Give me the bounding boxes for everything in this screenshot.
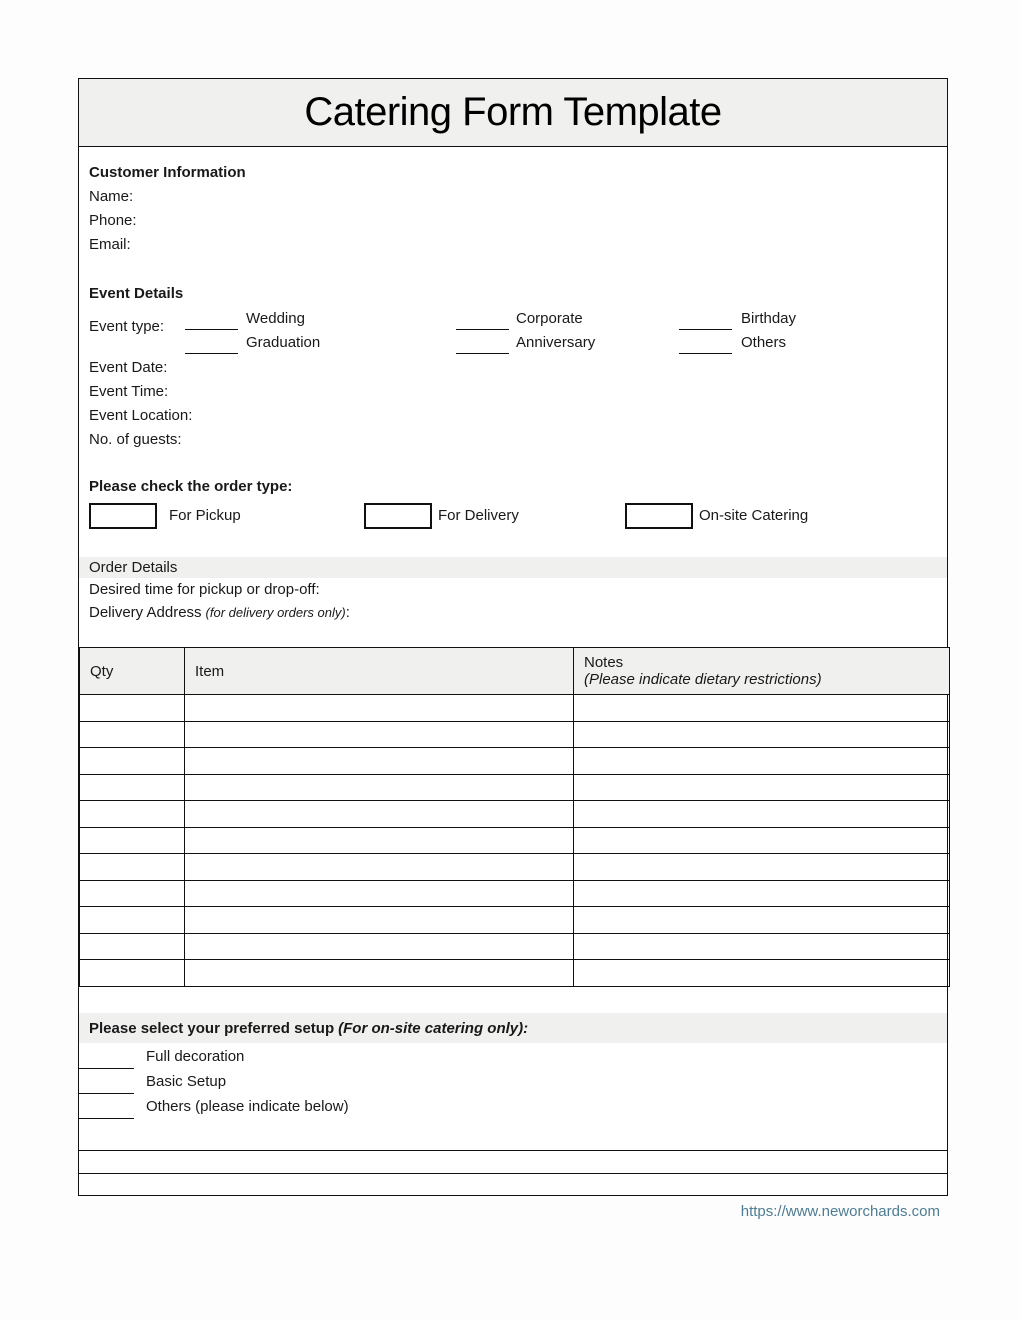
order-details-heading: Order Details bbox=[89, 559, 178, 576]
delivery-checkbox[interactable] bbox=[364, 503, 432, 529]
delivery-address-note: (for delivery orders only) bbox=[205, 605, 346, 620]
order-table-row bbox=[80, 801, 950, 828]
form-title: Catering Form Template bbox=[304, 90, 722, 134]
pickup-label: For Pickup bbox=[169, 507, 241, 524]
catering-form bbox=[78, 78, 948, 1196]
pickup-checkbox[interactable] bbox=[89, 503, 157, 529]
order-table-cell-item[interactable] bbox=[185, 801, 574, 828]
setup-blank-basic-setup[interactable] bbox=[79, 1093, 134, 1094]
order-table-row bbox=[80, 960, 950, 987]
event-type-option-graduation: Graduation bbox=[246, 334, 321, 351]
order-table-cell-qty[interactable] bbox=[80, 774, 185, 801]
order-table-cell-item[interactable] bbox=[185, 721, 574, 748]
order-table-cell-notes[interactable] bbox=[574, 960, 950, 987]
event-type-option-others: Others bbox=[741, 334, 787, 351]
order-table-row bbox=[80, 695, 950, 722]
write-in-line[interactable] bbox=[79, 1150, 947, 1151]
event-details-heading: Event Details bbox=[89, 285, 184, 302]
order-table-cell-qty[interactable] bbox=[80, 748, 185, 775]
setup-blank-full-decoration[interactable] bbox=[79, 1068, 134, 1069]
order-table-row bbox=[80, 880, 950, 907]
delivery-address-label: Delivery Address (for delivery orders only): bbox=[89, 604, 350, 621]
delivery-label: For Delivery bbox=[438, 507, 519, 524]
guests-label: No. of guests: bbox=[89, 431, 182, 448]
order-table bbox=[79, 647, 950, 987]
event-type-blank-birthday[interactable] bbox=[679, 329, 732, 330]
order-table-cell-qty[interactable] bbox=[80, 933, 185, 960]
footer-link[interactable]: https://www.neworchards.com bbox=[740, 1203, 940, 1220]
order-table-cell-item[interactable] bbox=[185, 695, 574, 722]
event-type-option-wedding: Wedding bbox=[246, 310, 305, 327]
setup-blank-others[interactable] bbox=[79, 1118, 134, 1119]
order-table-cell-item[interactable] bbox=[185, 854, 574, 881]
setup-heading-note: (For on-site catering only): bbox=[338, 1019, 529, 1037]
order-table-cell-qty[interactable] bbox=[80, 827, 185, 854]
order-table-cell-qty[interactable] bbox=[80, 960, 185, 987]
order-table-cell-notes[interactable] bbox=[574, 748, 950, 775]
order-table-cell-qty[interactable] bbox=[80, 695, 185, 722]
event-type-blank-wedding[interactable] bbox=[185, 329, 238, 330]
event-type-blank-anniversary[interactable] bbox=[456, 353, 509, 354]
order-table-row bbox=[80, 721, 950, 748]
order-table-cell-item[interactable] bbox=[185, 748, 574, 775]
order-table-row bbox=[80, 907, 950, 934]
event-type-blank-others[interactable] bbox=[679, 353, 732, 354]
order-table-cell-notes[interactable] bbox=[574, 774, 950, 801]
order-table-cell-item[interactable] bbox=[185, 960, 574, 987]
event-type-blank-corporate[interactable] bbox=[456, 329, 509, 330]
event-type-option-anniversary: Anniversary bbox=[516, 334, 596, 351]
order-table-cell-qty[interactable] bbox=[80, 907, 185, 934]
event-type-option-birthday: Birthday bbox=[741, 310, 797, 327]
desired-time-label: Desired time for pickup or drop-off: bbox=[89, 581, 320, 598]
order-table-cell-qty[interactable] bbox=[80, 721, 185, 748]
order-table-cell-notes[interactable] bbox=[574, 695, 950, 722]
notes-column-header: Notes (Please indicate dietary restrictions) bbox=[574, 648, 950, 695]
event-date-label: Event Date: bbox=[89, 359, 168, 376]
order-table-cell-item[interactable] bbox=[185, 774, 574, 801]
order-table-cell-notes[interactable] bbox=[574, 721, 950, 748]
order-details-band bbox=[79, 557, 947, 578]
order-table-cell-notes[interactable] bbox=[574, 880, 950, 907]
phone-label: Phone: bbox=[89, 212, 137, 229]
event-type-blank-graduation[interactable] bbox=[185, 353, 238, 354]
notes-column-subtext: (Please indicate dietary restrictions) bbox=[584, 671, 822, 688]
order-table-cell-qty[interactable] bbox=[80, 880, 185, 907]
order-table-row bbox=[80, 854, 950, 881]
event-type-option-corporate: Corporate bbox=[516, 310, 583, 327]
order-table-cell-notes[interactable] bbox=[574, 907, 950, 934]
item-column-header: Item bbox=[185, 648, 574, 695]
setup-option-full-decoration: Full decoration bbox=[146, 1048, 245, 1065]
order-table-cell-item[interactable] bbox=[185, 907, 574, 934]
name-label: Name: bbox=[89, 188, 134, 205]
order-table-cell-notes[interactable] bbox=[574, 801, 950, 828]
event-time-label: Event Time: bbox=[89, 383, 169, 400]
order-table-row bbox=[80, 933, 950, 960]
setup-option-basic-setup: Basic Setup bbox=[146, 1073, 227, 1090]
order-table-cell-item[interactable] bbox=[185, 827, 574, 854]
event-type-label: Event type: bbox=[89, 318, 165, 335]
order-table-row bbox=[80, 827, 950, 854]
order-table-header-row bbox=[80, 648, 950, 695]
event-location-label: Event Location: bbox=[89, 407, 193, 424]
onsite-label: On-site Catering bbox=[699, 507, 809, 524]
order-table-cell-item[interactable] bbox=[185, 933, 574, 960]
order-type-heading: Please check the order type: bbox=[89, 478, 293, 495]
order-table-row bbox=[80, 774, 950, 801]
qty-column-header: Qty bbox=[80, 648, 185, 695]
order-table-row bbox=[80, 748, 950, 775]
order-table-cell-notes[interactable] bbox=[574, 854, 950, 881]
email-label: Email: bbox=[89, 236, 131, 253]
setup-heading: Please select your preferred setup bbox=[89, 1019, 335, 1037]
setup-band bbox=[79, 1013, 947, 1043]
setup-option-others: Others (please indicate below) bbox=[146, 1098, 349, 1115]
order-table-cell-qty[interactable] bbox=[80, 854, 185, 881]
order-table-body bbox=[80, 695, 950, 987]
order-table-cell-notes[interactable] bbox=[574, 827, 950, 854]
customer-info-heading: Customer Information bbox=[89, 164, 246, 181]
onsite-checkbox[interactable] bbox=[625, 503, 693, 529]
order-table-cell-item[interactable] bbox=[185, 880, 574, 907]
form-header bbox=[79, 79, 947, 147]
order-table-cell-qty[interactable] bbox=[80, 801, 185, 828]
order-table-cell-notes[interactable] bbox=[574, 933, 950, 960]
write-in-line[interactable] bbox=[79, 1173, 947, 1174]
